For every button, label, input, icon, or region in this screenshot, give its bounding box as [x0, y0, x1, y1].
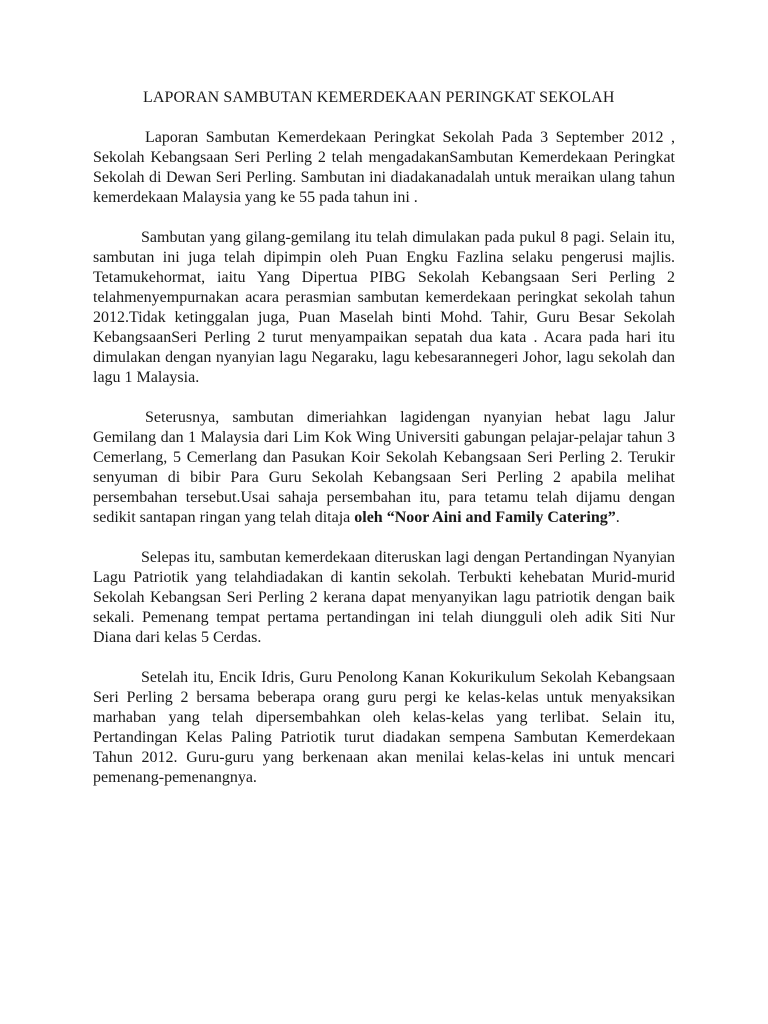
paragraph-5: Setelah itu, Encik Idris, Guru Penolong Kanan Kokurikulum Sekolah Kebangsaan Seri Perling 2 bersama beberapa orang guru pergi ke kelas-kelas untuk menyaksikan marhaban yang telah dipersembahkan oleh kelas-kelas yang terlibat. Selain itu, Pertandingan Kelas Paling Patriotik turut diadakan sempena Sambutan Kemerdekaan Tahun 2012. Guru-guru yang berkenaan akan menilai kelas-kelas ini untuk mencari pemenang-pemenangnya. [93, 669, 675, 786]
paragraph-1: Laporan Sambutan Kemerdekaan Peringkat Sekolah Pada 3 September 2012 , Sekolah Kebangsaan Seri Perling 2 telah mengadakanSambutan Kemerdekaan Peringkat Sekolah di Dewan Seri Perling. Sambutan ini diadakanadalah untuk meraikan ulang tahun kemerdekaan Malaysia yang ke 55 pada tahun ini . [93, 129, 675, 206]
document-title: LAPORAN SAMBUTAN KEMERDEKAAN PERINGKAT SEKOLAH [143, 89, 615, 106]
paragraph-3 [93, 408, 675, 528]
catering-sponsor-text: oleh “Noor Aini and Family Catering” [354, 509, 616, 526]
paragraph-4: Selepas itu, sambutan kemerdekaan diteruskan lagi dengan Pertandingan Nyanyian Lagu Patriotik yang telahdiadakan di kantin sekolah. Terbukti kehebatan Murid-murid Sekolah Kebangsan Seri Perling 2 kerana dapat menyanyikan lagu patriotik dengan baik sekali. Pemenang tempat pertama pertandingan ini telah diungguli oleh adik Siti Nur Diana dari kelas 5 Cerdas. [93, 549, 675, 646]
paragraph-3-text: Seterusnya, sambutan dimeriahkan lagidengan nyanyian hebat lagu Jalur Gemilang dan 1 Malaysia dari Lim Kok Wing Universiti gabungan pelajar-pelajar tahun 3 Cemerlang, 5 Cemerlang dan Pasukan Koir Sekolah Kebangsaan Seri Perling 2. Terukir senyuman di bibir Para Guru Sekolah Kebangsaan Seri Perling 2 apabila melihat persembahan tersebut.Usai sahaja persembahan itu, para tetamu telah dijamu dengan sedikit santapan ringan yang telah ditaja [93, 409, 675, 526]
paragraph-2: Sambutan yang gilang-gemilang itu telah dimulakan pada pukul 8 pagi. Selain itu, sambutan ini juga telah dipimpin oleh Puan Engku Fazlina selaku pengerusi majlis. Tetamukehormat, iaitu Yang Dipertua PIBG Sekolah Kebangsaan Seri Perling 2 telahmenyempurnakan acara perasmian sambutan kemerdekaan peringkat sekolah tahun 2012.Tidak ketinggalan juga, Puan Maselah binti Mohd. Tahir, Guru Besar Sekolah KebangsaanSeri Perling 2 turut menyampaikan sepatah dua kata . Acara pada hari itu dimulakan dengan nyanyian lagu Negaraku, lagu kebesarannegeri Johor, lagu sekolah dan lagu 1 Malaysia. [93, 229, 675, 386]
paragraph-3-end: . [615, 509, 620, 526]
